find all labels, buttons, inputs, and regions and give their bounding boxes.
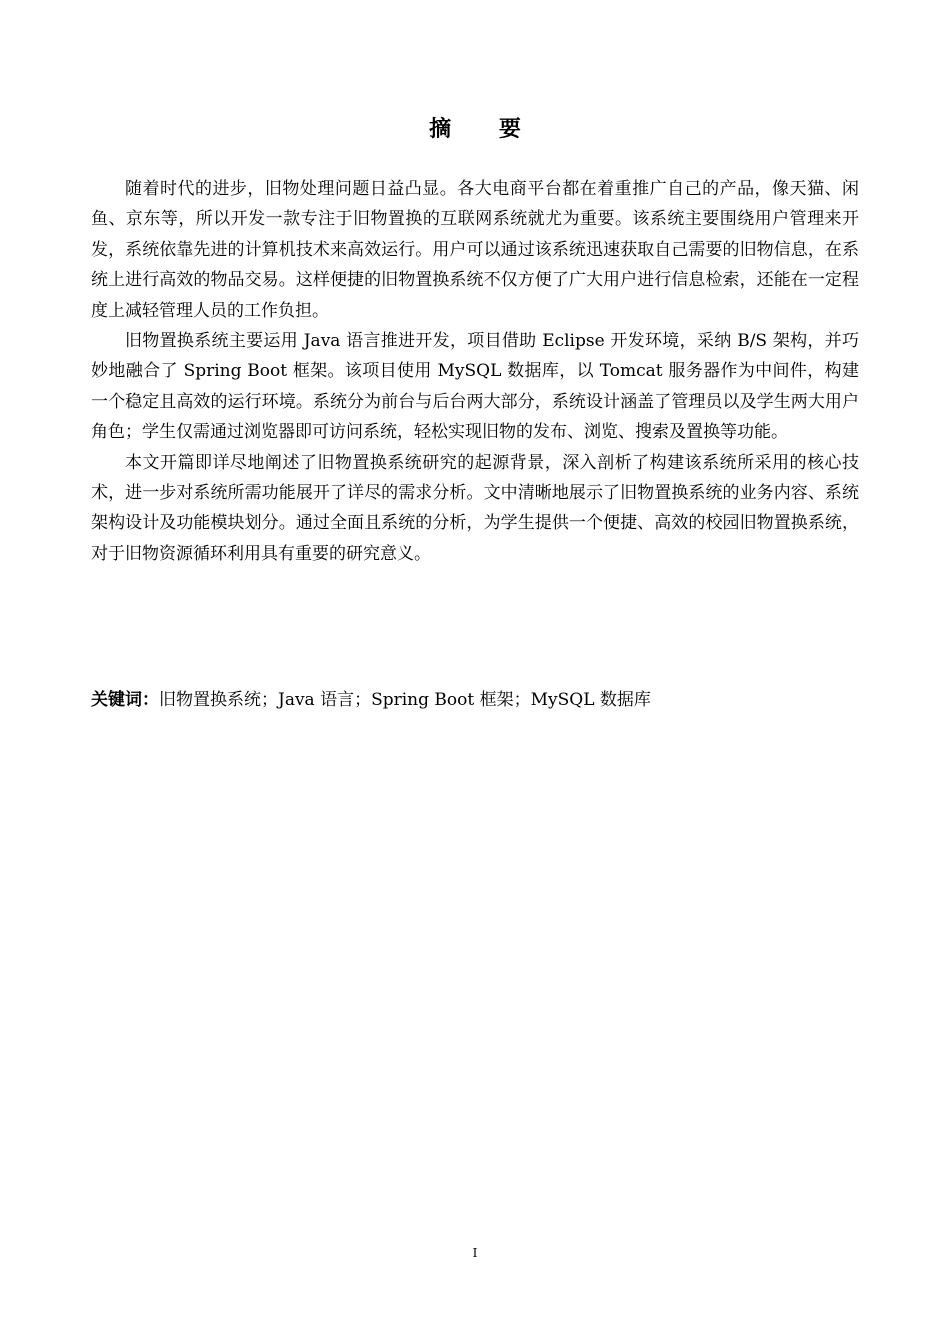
keywords-text: 旧物置换系统；Java 语言；Spring Boot 框架；MySQL 数据库 bbox=[159, 690, 651, 710]
keywords-line bbox=[91, 685, 859, 715]
abstract-title: 摘 要 bbox=[429, 117, 541, 142]
abstract-paragraph-1: 随着时代的进步，旧物处理问题日益凸显。各大电商平台都在着重推广自己的产品，像天猫、闲鱼、京东等，所以开发一款专注于旧物置换的互联网系统就尤为重要。该系统主要围绕用户管理来开发，系统依靠先进的计算机技术来高效运行。用户可以通过该系统迅速获取自己需要的旧物信息，在系统上进行高效的物品交易。这样便捷的旧物置换系统不仅方便了广大用户进行信息检索，还能在一定程度上减轻管理人员的工作负担。 bbox=[91, 179, 859, 321]
page-number: I bbox=[472, 1246, 478, 1260]
keywords-label: 关键词： bbox=[91, 690, 159, 710]
abstract-paragraph-3: 本文开篇即详尽地阐述了旧物置换系统研究的起源背景，深入剖析了构建该系统所采用的核心技术，进一步对系统所需功能展开了详尽的需求分析。文中清晰地展示了旧物置换系统的业务内容、系统架构设计及功能模块划分。通过全面且系统的分析，为学生提供一个便捷、高效的校园旧物置换系统，对于旧物资源循环利用具有重要的研究意义。 bbox=[91, 452, 859, 564]
abstract-paragraph-2: 旧物置换系统主要运用 Java 语言推进开发，项目借助 Eclipse 开发环境，采纳 B/S 架构，并巧妙地融合了 Spring Boot 框架。该项目使用 MySQL 数据库，以 Tomcat 服务器作为中间件，构建一个稳定且高效的运行环境。系统分为前台与后台两大部分，系统设计涵盖了管理员以及学生两大用户角色；学生仅需通过浏览器即可访问系统，轻松实现旧物的发布、浏览、搜索及置换等功能。 bbox=[91, 331, 859, 443]
abstract-body bbox=[91, 174, 859, 569]
